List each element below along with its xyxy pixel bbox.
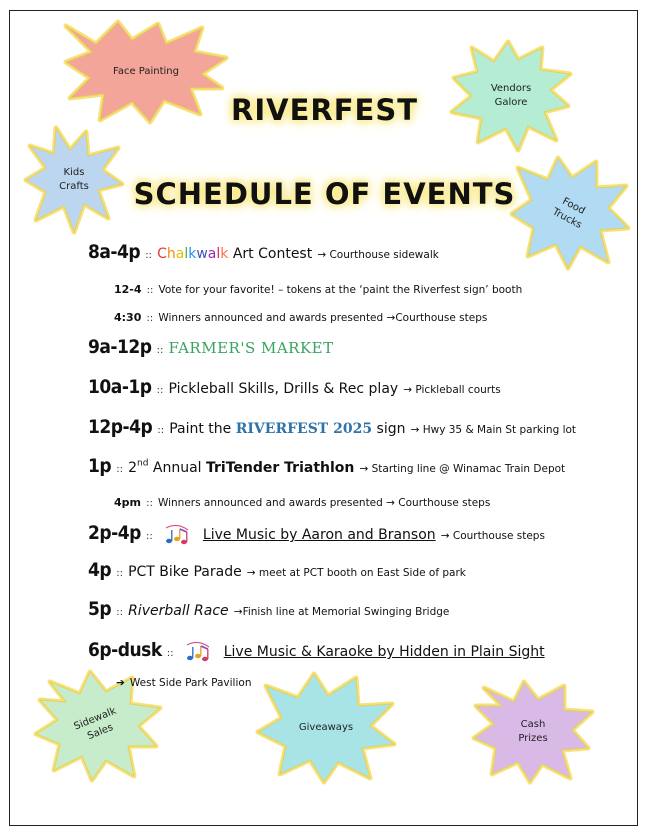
event-title: PCT Bike Parade	[128, 564, 242, 580]
separator: ::	[156, 345, 164, 356]
riverfest-2025-text: RIVERFEST 2025	[235, 421, 373, 437]
arrow-right-icon: ➔	[116, 677, 125, 689]
schedule-row-triathlon	[88, 455, 565, 477]
burst-giveaways	[258, 674, 394, 782]
schedule-row-paint-sign	[88, 416, 576, 438]
event-time: 5p	[88, 598, 112, 620]
schedule-row-live-music-2	[88, 639, 545, 663]
event-title: FARMER'S MARKET	[168, 339, 334, 357]
chalkwalk-letter: C	[157, 246, 167, 262]
page-subtitle: SCHEDULE OF EVENTS	[133, 177, 516, 211]
separator: ::	[157, 425, 165, 436]
schedule-row-pickleball	[88, 376, 501, 398]
schedule-subrow-pavilion	[116, 671, 251, 690]
separator: ::	[156, 385, 164, 396]
chalkwalk-letter: k	[188, 246, 197, 262]
separator: ::	[146, 498, 153, 509]
schedule-subrow-winners	[114, 306, 487, 325]
separator: ::	[116, 464, 123, 475]
event-time: 10a-1p	[88, 376, 152, 398]
burst-label: Face Painting	[112, 65, 179, 77]
event-time: 2p-4p	[88, 522, 141, 544]
event-time: 9a-12p	[88, 336, 152, 358]
chalkwalk-title	[157, 246, 228, 262]
event-detail: Winners announced and awards presented →Courthouse steps	[158, 312, 488, 324]
schedule-row-bike-parade	[88, 559, 466, 581]
separator: ::	[146, 313, 154, 324]
chalkwalk-letter: h	[166, 246, 176, 262]
event-time: 4pm	[114, 496, 141, 509]
schedule-row-chalkwalk	[88, 241, 439, 263]
event-location: → Pickleball courts	[403, 384, 501, 396]
event-location: → meet at PCT booth on East Side of park	[246, 567, 466, 579]
event-location: → Courthouse steps	[440, 530, 545, 542]
event-detail: Winners announced and awards presented → Courthouse steps	[157, 497, 491, 509]
burst-cash-prizes	[474, 682, 592, 782]
chalkwalk-letter: k	[220, 246, 229, 262]
event-title-prefix: Paint the	[169, 421, 236, 437]
schedule-subrow-voting	[114, 278, 522, 297]
separator: ::	[116, 568, 123, 579]
event-title-suffix: sign	[372, 421, 406, 437]
chalkwalk-letter: l	[184, 246, 189, 262]
ordinal: 2	[128, 460, 137, 476]
schedule-row-live-music-1	[88, 522, 545, 546]
burst-label: Sidewalk Sales	[72, 705, 118, 743]
chalkwalk-letter: l	[216, 246, 221, 262]
separator: ::	[116, 607, 123, 618]
event-title: Pickleball Skills, Drills & Rec play	[168, 381, 399, 397]
schedule-row-farmers-market	[88, 336, 334, 358]
schedule-subrow-tri-winners	[114, 491, 490, 510]
ordinal-suffix: nd	[137, 458, 149, 469]
event-time: 1p	[88, 455, 112, 477]
separator: ::	[146, 285, 154, 296]
event-title: TriTender Triathlon	[206, 460, 355, 476]
event-title: Live Music & Karaoke by Hidden in Plain Sight	[223, 644, 545, 660]
burst-label: Food Trucks	[550, 195, 587, 232]
music-notes-icon	[185, 641, 211, 663]
event-time: 4:30	[114, 311, 142, 324]
burst-label: Cash Prizes	[518, 718, 548, 744]
music-notes-icon	[164, 524, 190, 546]
event-time: 12p-4p	[88, 416, 153, 438]
event-detail: Vote for your favorite! – tokens at the ‘paint the Riverfest sign’ booth	[158, 284, 523, 296]
event-location: West Side Park Pavilion	[129, 677, 252, 689]
event-time: 12-4	[114, 283, 142, 296]
event-location: → Starting line @ Winamac Train Depot	[359, 463, 566, 475]
event-location: → Courthouse sidewalk	[317, 249, 439, 261]
burst-label: Giveaways	[298, 721, 354, 733]
separator: ::	[145, 250, 152, 261]
schedule-row-riverball-race	[88, 598, 449, 620]
separator: ::	[145, 531, 153, 542]
burst-label: Vendors Galore	[490, 82, 532, 108]
event-time: 6p-dusk	[88, 639, 162, 661]
page-title: RIVERFEST	[231, 93, 418, 127]
burst-food-trucks	[512, 158, 628, 268]
chalkwalk-letter: w	[196, 246, 208, 262]
event-time: 8a-4p	[88, 241, 141, 263]
event-title-prefix: Annual	[148, 460, 206, 476]
event-title: Art Contest	[228, 246, 313, 262]
burst-label: Kids Crafts	[59, 166, 89, 192]
event-title: Riverball Race	[128, 603, 229, 619]
chalkwalk-letter: a	[207, 246, 217, 262]
chalkwalk-letter: a	[175, 246, 185, 262]
event-location: →Finish line at Memorial Swinging Bridge	[233, 606, 450, 618]
separator: ::	[166, 648, 174, 659]
event-time: 4p	[88, 559, 112, 581]
event-location: → Hwy 35 & Main St parking lot	[410, 424, 577, 436]
event-title: Live Music by Aaron and Branson	[202, 527, 436, 543]
